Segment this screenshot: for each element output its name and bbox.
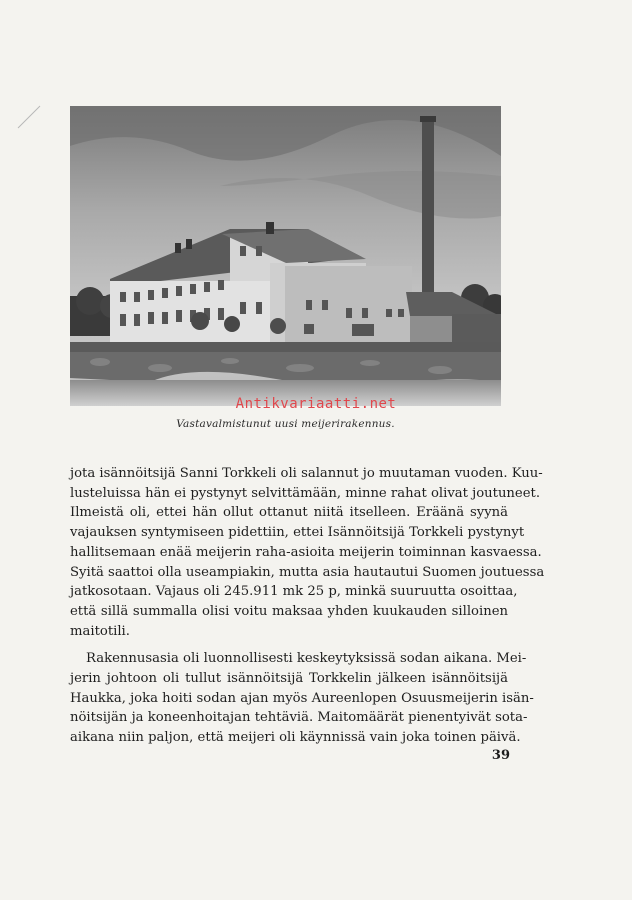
text-line: jatkosotaan. Vajaus oli 245.911 mk 25 p, minkä suuruutta osoittaa,	[70, 584, 518, 600]
text-line: että sillä summalla olisi voitu maksaa yhden kuukauden silloinen	[70, 603, 508, 619]
pencil-mark	[14, 98, 44, 138]
watermark-text: Antikvariaatti.net	[235, 396, 397, 412]
text-line: Haukka, joka hoiti sodan ajan myös Aureenlopen Osuusmeijerin isän-	[70, 690, 534, 706]
figure-caption: Vastavalmistunut uusi meijerirakennus.	[176, 418, 395, 430]
dairy-building-image	[70, 106, 501, 406]
body-text	[70, 464, 545, 748]
text-line: lusteluissa hän ei pystynyt selvittämään, minne rahat olivat joutuneet.	[70, 485, 541, 501]
text-line: nöitsijän ja koneenhoitajan tehtäviä. Maitomäärät pienentyivät sota-	[70, 710, 528, 726]
text-line: maitotili.	[70, 623, 130, 639]
text-line: Rakennusasia oli luonnollisesti keskeytyksissä sodan aikana. Mei-	[86, 651, 527, 667]
text-line: vajauksen syntymiseen pidettiin, ettei Isännöitsijä Torkkeli pystynyt	[70, 525, 525, 541]
photograph-dairy-building	[70, 106, 501, 406]
text-line: Syitä saattoi olla useampiakin, mutta asia hautautui Suomen joutuessa	[70, 564, 545, 580]
paragraph-2	[70, 649, 534, 748]
text-line: jota isännöitsijä Sanni Torkkeli oli salannut jo muutaman vuoden. Kuu-	[70, 466, 543, 481]
text-line: hallitsemaan enää meijerin raha-asioita meijerin toiminnan kasvaessa.	[70, 544, 542, 560]
text-line: aikana niin paljon, että meijeri oli käynnissä vain joka toinen päivä.	[70, 730, 521, 746]
paragraph-1	[70, 464, 545, 641]
page-number: 39	[491, 748, 510, 763]
text-line: Ilmeistä oli, ettei hän ollut ottanut niitä itselleen. Eräänä syynä	[70, 505, 508, 521]
text-line: jerin johtoon oli tullut isännöitsijä Torkkelin jälkeen isännöitsijä	[70, 671, 508, 687]
